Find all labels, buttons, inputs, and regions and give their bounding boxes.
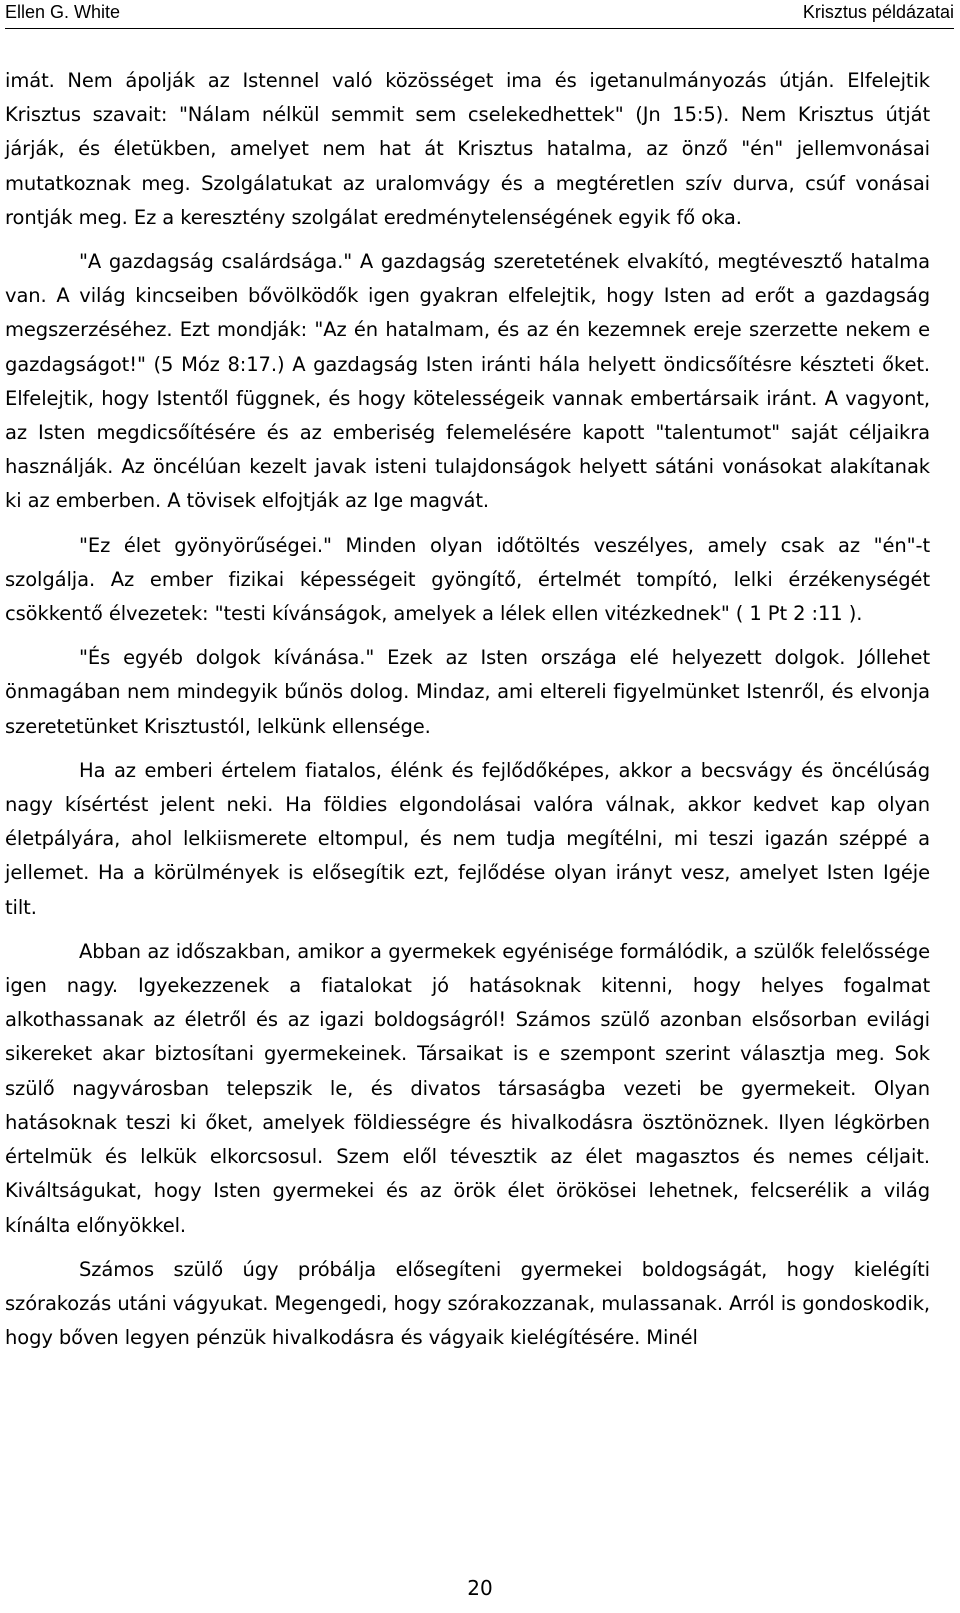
page-number: 20 [467, 1576, 493, 1600]
paragraph: "Ez élet gyönyörűségei." Minden olyan időtöltés veszélyes, amely csak az "én"-t szolgálja. Az ember fizikai képességeit gyöngítő, értelmét tompító, lelki érzékenységét csökkentő élvezetek: "testi kívánságok, amelyek a lélek ellen vitézkednek" ( 1 Pt 2 :11 ). [5, 533, 930, 626]
paragraph: Ha az emberi értelem fiatalos, élénk és fejlődőképes, akkor a becsvágy és öncélúság nagy kísértést jelent neki. Ha földies elgondolásai valóra válnak, akkor kedvet kap olyan életpályára, ahol lelkiismerete eltompul, és nem tudja megítélni, mi teszi igazán széppé a jellemet. Ha a körülmények is elősegítik ezt, fejlődése olyan irányt vesz, amelyet Isten Igéje tilt. [5, 758, 930, 919]
header-author: Ellen G. White [5, 2, 121, 22]
page-body [5, 64, 930, 1355]
running-header [5, 0, 954, 29]
paragraph: "A gazdagság csalárdsága." A gazdagság szeretetének elvakító, megtévesztő hatalma van. A világ kincseiben bővölködők igen gyakran elfelejtik, hogy Isten ad erőt a gazdagság megszerzéséhez. Ezt mondják: "Az én hatalmam, és az én kezemnek ereje szerzette nekem e gazdagságot!" (5 Móz 8:17.) A gazdagság Isten iránti hála helyett öndicsőítésre készteti őket. Elfelejtik, hogy Istentől függnek, és hogy kötelességeik vannak embertársaik iránt. A vagyont, az Isten megdicsőítésére és az emberiség felemelésére kapott "talentumot" saját céljaikra használják. Az öncélúan kezelt javak isteni tulajdonságok helyett sátáni vonásokat alakítanak ki az emberben. A tövisek elfojtják az Ige magvát. [5, 250, 930, 513]
paragraph: Abban az időszakban, amikor a gyermekek egyénisége formálódik, a szülők felelőssége igen nagy. Igyekezzenek a fiatalokat jó hatásoknak kitenni, hogy helyes fogalmat alkothassanak az életről és az igazi boldogságról! Számos szülő azonban elsősorban evilági sikereket akar biztosítani gyermekeinek. Társaikat is e szempont szerint választja meg. Sok szülő nagyvárosban telepszik le, és divatos társaságba vezeti be gyermekeit. Olyan hatásoknak teszi ki őket, amelyek földiességre és hivalkodásra ösztönöznek. Ilyen légkörben értelmük és lelkük elkorcsosul. Szem elől tévesztik az élet magasztos és nemes céljait. Kiváltságukat, hogy Isten gyermekei és az örök élet örökösei lehetnek, felcserélik a világ kínálta előnyökkel. [5, 939, 930, 1237]
paragraph: "És egyéb dolgok kívánása." Ezek az Isten országa elé helyezett dolgok. Jóllehet önmagában nem mindegyik bűnös dolog. Mindaz, ami eltereli figyelmünket Istenről, és elvonja szeretetünket Krisztustól, lelkünk ellensége. [5, 646, 930, 738]
header-book-title: Krisztus példázatai [802, 2, 954, 22]
paragraph: imát. Nem ápolják az Istennel való közösséget ima és igetanulmányozás útján. Elfelejtik Krisztus szavait: "Nálam nélkül semmit sem cselekedhettek" (Jn 15:5). Nem Krisztus útját járják, és életükben, amelyet nem hat át Krisztus hatalma, az önző "én" jellemvonásai mutatkoznak meg. Szolgálatukat az uralomvágy és a megtéretlen szív durva, csúf vonásai rontják meg. Ez a keresztény szolgálat eredménytelenségének egyik fő oka. [5, 69, 930, 229]
paragraph: Számos szülő úgy próbálja elősegíteni gyermekei boldogságát, hogy kielégíti szórakozás utáni vágyukat. Megengedi, hogy szórakozzanak, mulassanak. Arról is gondoskodik, hogy bőven legyen pénzük hivalkodásra és vágyaik kielégítésére. Minél [5, 1257, 930, 1350]
